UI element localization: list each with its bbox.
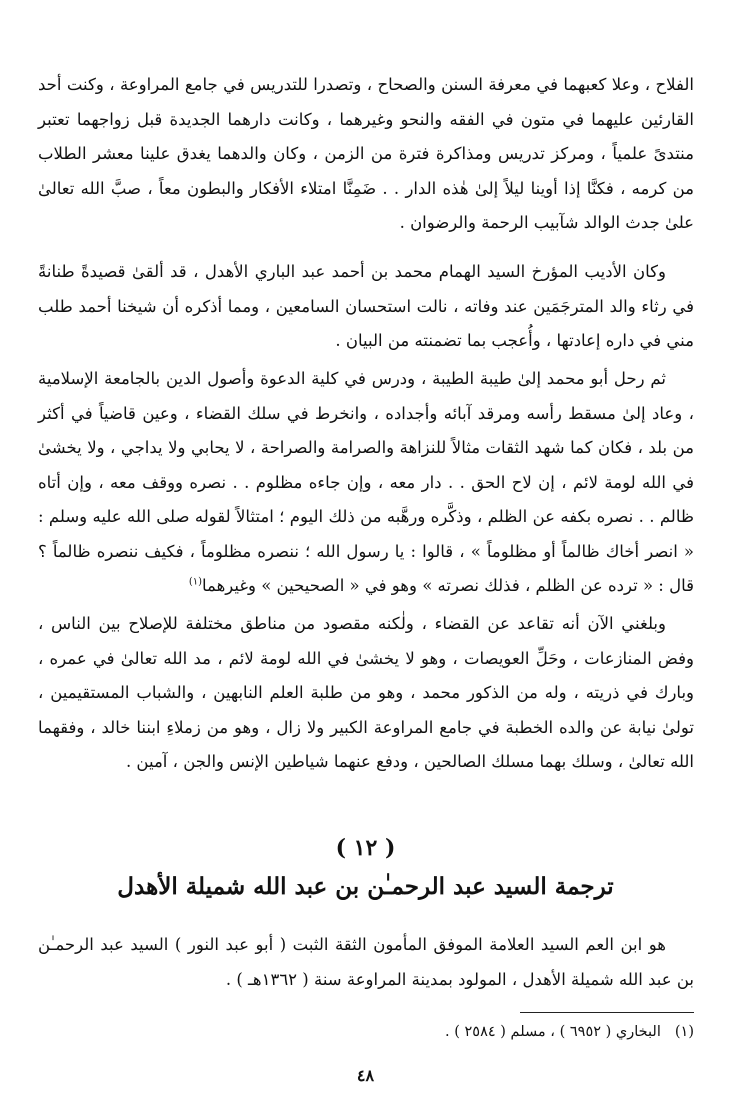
paragraph-career bbox=[38, 362, 694, 604]
paragraph-career-text: ثم رحل أبو محمد إلىٰ طيبة الطيبة ، ودرس في كلية الدعوة وأصول الدين بالجامعة الإسلامية ، وعاد إلىٰ مسقط رأسه ومرقد آبائه وأجداده ، وانخرط في سلك القضاء ، وعين قاضياً في أكثر من بلد ، فكان كما شهد الثقات مثالاً للنزاهة والصرامة والصراحة ، لا يحابي ولا يداجي ، ولا يخشىٰ في الله لومة لائم ، إن لاح الحق . . دار معه ، وإن جاءه مظلوم . . نصره ووقف معه ، وإن أتاه ظالم . . نصره بكفه عن الظلم ، وذكَّره ورهَّبه من ذلك اليوم ؛ امتثالاً لقوله صلى الله عليه وسلم : « انصر أخاك ظالماً أو مظلوماً » ، قالوا : يا رسول الله ؛ ننصره مظلوماً ، فكيف ننصره ظالماً ؟ قال : « ترده عن الظلم ، فذلك نصرته » وهو في « الصحيحين » وغيرهما bbox=[38, 369, 694, 595]
paragraph-continuation: الفلاح ، وعلا كعبهما في معرفة السنن والصحاح ، وتصدرا للتدريس في جامع المراوعة ، وكنت أحد القارئين عليهما في متون في الفقه والنحو وغيرهما ، وكانت دارهما الجديدة قبل زواجهما تعتبر منتدىً علمياً ، ومركز تدريس ومذاكرة فترة من الزمن ، وكان والدهما يغدق علينا معشر الطلاب من كرمه ، فكنَّا إذا أوينا ليلاً إلىٰ هٰذه الدار . . ضَمِنَّا امتلاء الأفكار والبطون معاً ، صبَّ الله تعالىٰ علىٰ جدث الوالد شآبيب الرحمة والرضوان . bbox=[38, 75, 694, 232]
footnote-mark: (١) bbox=[674, 1024, 694, 1040]
page-number: ٤٨ bbox=[356, 1066, 375, 1085]
footnote bbox=[38, 1020, 694, 1044]
footnote-text: البخاري ( ٦٩٥٢ ) ، مسلم ( ٢٥٨٤ ) . bbox=[445, 1024, 661, 1040]
footnote-reference: (١) bbox=[188, 576, 203, 588]
paragraph-biography-intro: هو ابن العم السيد العلامة الموفق المأمون الثقة الثبت ( أبو عبد النور ) السيد عبد الرحمـٰن بن عبد الله شميلة الأهدل ، المولود بمدينة المراوعة سنة ( ١٣٦٢هـ ) . bbox=[38, 935, 694, 989]
chapter-title: ترجمة السيد عبد الرحمـٰن بن عبد الله شميلة الأهدل bbox=[117, 873, 614, 900]
chapter-number: ( ١٢ ) bbox=[335, 835, 396, 861]
footnote-divider bbox=[520, 1012, 694, 1013]
paragraph-elegy: وكان الأديب المؤرخ السيد الهمام محمد بن أحمد عبد الباري الأهدل ، قد ألقىٰ قصيدةً طنانةً في رثاء والد المترجَمَين عند وفاته ، نالت استحسان السامعين ، ومما أذكره أن شيخنا أحمد طلب مني في داره إعادتها ، وأُعجب بما تضمنته من البيان . bbox=[38, 262, 694, 350]
paragraph-retirement: وبلغني الآن أنه تقاعد عن القضاء ، ولٰكنه مقصود من مناطق مختلفة للإصلاح بين الناس ، وفض المنازعات ، وحَلِّ العويصات ، وهو لا يخشىٰ في الله لومة لائم ، مد الله تعالىٰ في عمره ، وبارك في ذريته ، وله من الذكور محمد ، وهو من طلبة العلم النابهين ، والشباب المستقيمين ، تولىٰ نيابة عن والده الخطبة في جامع المراوعة الكبير ولا زال ، وهو من زملاءِ ابننا خالد ، وفقهما الله تعالىٰ ، وسلك بهما مسلك الصالحين ، ودفع عنهما شياطين الإنس والجن ، آمين . bbox=[38, 614, 694, 771]
